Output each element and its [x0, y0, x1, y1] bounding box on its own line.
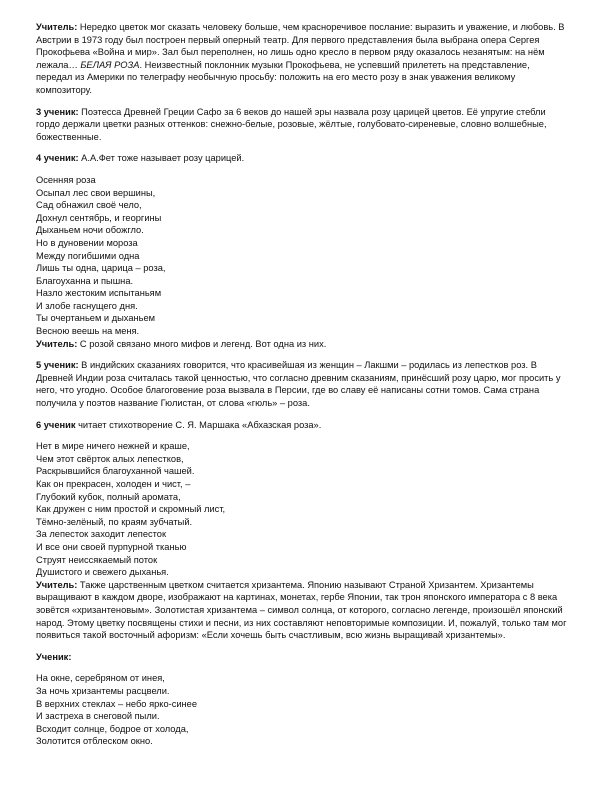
paragraph-text: . Неизвестный поклонник музыки Прокофьева, не успевший прилететь на представление, передал из Америки по телеграфу необычную просьбу: положить на его место розу в знак уважения великому композитору. — [36, 59, 530, 95]
poem-line: Тёмно-зелёный, по краям зубчатый. — [36, 516, 193, 527]
teacher-paragraph-chrysanthemum — [36, 579, 568, 642]
poem-line: Ты очертаньем и дыханьем — [36, 313, 156, 324]
poem-line: Осыпал лес свои вершины, — [36, 187, 156, 198]
poem-line: Лишь ты одна, царица – роза, — [36, 263, 166, 274]
poem-line: Раскрывшийся благоуханной чашей. — [36, 466, 195, 477]
paragraph-text: В индийских сказаниях говорится, что красивейшая из женщин – Лакшми – родилась из лепестков роз. В Древней Индии роза считалась такой ценностью, что согласно древним сказаниям, принёсший розу царю, мог просить у него, что угодно. Особое благоговение роза вызвала в Персии, где во славу её написаны сотни томов. Сама страна получила у поэтов название Гюлистан, от слова «гюль» – роза. — [36, 360, 561, 409]
poem-line: За лепесток заходит лепесток — [36, 529, 167, 540]
speaker-label: Учитель: — [36, 579, 78, 590]
paragraph-text: А.А.Фет тоже называет розу царицей. — [78, 153, 245, 164]
paragraph-text: С розой связано много мифов и легенд. Вот одна из них. — [77, 338, 327, 349]
poem-line: На окне, серебряном от инея, — [36, 673, 165, 684]
speaker-label: Ученик: — [36, 651, 72, 662]
poem-line: В верхних стеклах – небо ярко-синее — [36, 698, 198, 709]
poem-line: Дохнул сентябрь, и георгины — [36, 212, 162, 223]
teacher-paragraph-opera — [36, 21, 568, 97]
poem-line: Между погибшими одна — [36, 250, 140, 261]
speaker-label: 6 ученик — [36, 419, 76, 430]
paragraph-text: Поэтесса Древней Греции Сафо за 6 веков до нашей эры назвала розу царицей цветов. Её упругие стебли гордо держали цветки разных оттенков: снежно-белые, розовые, жёлтые, голубовато-сиреневые, словно волшебные, божественные. — [36, 106, 547, 142]
speaker-label: 4 ученик: — [36, 153, 79, 164]
poem-line: Струят неиссякаемый поток — [36, 554, 158, 565]
poem-line: Сад обнажил своё чело, — [36, 200, 142, 211]
poem-title: Осенняя роза — [36, 174, 96, 185]
poem-line: Всходит солнце, бодрое от холода, — [36, 723, 189, 734]
poem-line: Дыханьем ночи обожгло. — [36, 225, 144, 236]
poem-line: Душистого и свежего дыханья. — [36, 567, 169, 578]
poem-line: Золотится отблеском окно. — [36, 736, 153, 747]
paragraph-text: читает стихотворение С. Я. Маршака «Абхазская роза». — [75, 419, 322, 430]
italic-phrase: БЕЛАЯ РОЗА — [80, 59, 140, 70]
poem-line: И злобе гаснущего дня. — [36, 300, 138, 311]
poem-line: И все они своей пурпурной тканью — [36, 541, 187, 552]
poem-line: Весною веешь на меня. — [36, 326, 140, 337]
poem-line: И застреха в снеговой пыли. — [36, 711, 160, 722]
poem-fet — [36, 174, 568, 338]
speaker-label: Учитель: — [36, 338, 78, 349]
poem-line: Благоуханна и пышна. — [36, 275, 134, 286]
speaker-label: 3 ученик: — [36, 106, 79, 117]
poem-line: Как он прекрасен, холоден и чист, – — [36, 479, 191, 489]
speaker-label: Учитель: — [36, 22, 78, 32]
student5-paragraph — [36, 359, 568, 409]
speaker-label: 5 ученик: — [36, 360, 79, 371]
poem-line: За ночь хризантемы расцвели. — [36, 685, 170, 696]
poem-line: Назло жестоким испытаньям — [36, 288, 162, 299]
student3-paragraph — [36, 106, 568, 144]
poem-marshak — [36, 440, 568, 579]
paragraph-text: Нередко цветок мог сказать человеку больше, чем красноречивое послание: выразить и уважение, и любовь. В Австрии в 1973 году был построен первый оперный театр. Для первого представления была выбрана опера Сергея Прокофьева «Война и мир». Зал был переполнен, но лишь одно кресло в первом ряду оказалось незанятым: на нём лежала… — [36, 22, 565, 70]
student6-paragraph — [36, 419, 568, 432]
poem-line: Чем этот свёрток алых лепестков, — [36, 453, 184, 464]
paragraph-text: Также царственным цветком считается хризантема. Японию называют Страной Хризантем. Хризантемы выращивают в каждом дворе, изображают на картинах, монетах, гербе Японии, так трон японского императора с 8 века зовётся «хризантеновым». Золотистая хризантема – символ солнца, от которого, согласно легенде, произошёл японский народ. Этому цветку посвящены стихи и песни, из них составляют неповторимые композиции. И, пожалуй, только там мог появиться такой восточный афоризм: «Если хочешь быть счастливым, всю жизнь выращивай хризантемы». — [36, 579, 567, 641]
student4-paragraph — [36, 152, 568, 165]
poem-line: Нет в мире ничего нежней и краше, — [36, 441, 190, 452]
poem-line: Глубокий кубок, полный аромата, — [36, 491, 181, 502]
poem-line: Но в дуновении мороза — [36, 237, 138, 248]
teacher-paragraph-myths — [36, 338, 568, 351]
student-last-paragraph — [36, 651, 568, 664]
poem-chrysanthemum — [36, 672, 568, 748]
poem-line: Как дружен с ним простой и скромный лист, — [36, 504, 226, 515]
